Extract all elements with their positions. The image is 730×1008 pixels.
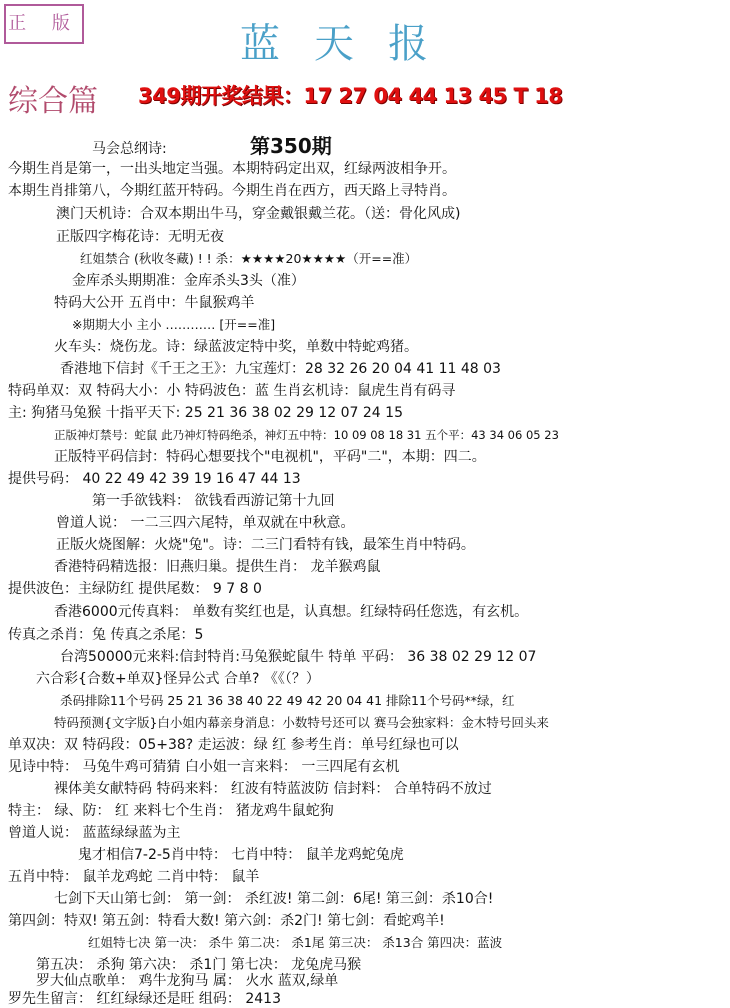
text-line: 红姐特七决 第一决： 杀牛 第二决： 杀1尾 第三决： 杀13合 第四决：蓝波 xyxy=(88,935,503,950)
text-line: ※期期大小 主小 ………… [开==准] xyxy=(72,317,276,332)
text-line: 曾道人说： 一二三四六尾特，单双就在中秋意。 xyxy=(56,515,355,531)
text-line: 罗大仙点歌单： 鸡牛龙狗马 属： 火水 蓝双,绿单 xyxy=(36,973,339,989)
text-line: 第一手欲钱料： 欲钱看西游记第十九回 xyxy=(92,493,335,509)
text-line: 正版火烧图解：火烧"兔"。诗：二三门看特有钱，最笨生肖中特码。 xyxy=(56,537,475,553)
text-line: 鬼才相信7-2-5肖中特： 七肖中特： 鼠羊龙鸡蛇兔虎 xyxy=(78,847,404,863)
draw-result-banner: 349期开奖结果：17 27 04 44 13 45 T 18 xyxy=(138,84,563,108)
text-line: 今期生肖是第一，一出头地定当强。本期特码定出双，红绿两波相争开。 xyxy=(8,161,456,177)
text-line: 第四剑：特双! 第五剑：特看大数! 第六剑：杀2门! 第七剑：看蛇鸡羊! xyxy=(8,913,445,929)
text-line: 特码大公开 五肖中：牛鼠猴鸡羊 xyxy=(54,295,255,311)
text-line: 第五决： 杀狗 第六决： 杀1门 第七决： 龙兔虎马猴 xyxy=(36,957,362,973)
text-line: 红姐禁合 (秋收冬藏) ! ! 杀：★★★★20★★★★（开==准） xyxy=(80,251,418,266)
text-line: 罗先生留言： 红红绿绿还是旺 组码： 2413 xyxy=(8,991,281,1007)
text-line: 马会总纲诗: xyxy=(92,141,167,157)
text-line: 香港特码精选报：旧燕归巢。提供生肖： 龙羊猴鸡鼠 xyxy=(54,559,381,575)
text-line: 主: 狗猪马兔猴 十指平天下: 25 21 36 38 02 29 12 07 24 15 xyxy=(8,405,403,421)
text-line: 火车头：烧伤龙。诗：绿蓝波定特中奖，单数中特蛇鸡猪。 xyxy=(54,339,418,355)
text-line: 提供波色：主绿防红 提供尾数： 9 7 8 0 xyxy=(8,581,262,597)
text-line: 杀码排除11个号码 25 21 36 38 40 22 49 42 20 04 41 排除11个号码**绿，红 xyxy=(60,693,515,708)
newspaper-title: 蓝天报 xyxy=(240,21,462,67)
text-line: 正版四字梅花诗：无明无夜 xyxy=(56,229,224,245)
text-line: 特码预测{文字版}白小姐内幕亲身消息：小数特号还可以 赛马会独家料：金木特号回头来 xyxy=(54,715,549,730)
text-line: 六合彩{合数+单双}怪异公式 合单? 《《（？） xyxy=(36,671,320,687)
genuine-stamp: 正 版 xyxy=(4,4,84,44)
text-line: 正版特平码信封：特码心想要找个"电视机"，平码"二"，本期：四二。 xyxy=(54,449,486,465)
issue-number: 第350期 xyxy=(250,134,332,158)
text-line: 本期生肖排第八，今期红蓝开特码。今期生肖在西方，西天路上寻特肖。 xyxy=(8,183,456,199)
text-line: 提供号码： 40 22 49 42 39 19 16 47 44 13 xyxy=(8,471,301,487)
text-line: 五肖中特： 鼠羊龙鸡蛇 二肖中特： 鼠羊 xyxy=(8,869,260,885)
text-line: 单双决：双 特码段：05+38? 走运波：绿 红 参考生肖：单号红绿也可以 xyxy=(8,737,459,753)
text-line: 特主： 绿、防： 红 来料七个生肖： 猪龙鸡牛鼠蛇狗 xyxy=(8,803,334,819)
text-line: 香港6000元传真料： 单数有奖红也是，认真想。红绿特码任您选，有玄机。 xyxy=(54,604,529,620)
text-line: 金库杀头期期准：金库杀头3头（准） xyxy=(72,273,305,289)
text-line: 正版神灯禁号：蛇鼠 此乃神灯特码绝杀，神灯五中特：10 09 08 18 31 五个平：43 34 06 05 23 xyxy=(54,428,559,442)
text-line: 七剑下天山第七剑： 第一剑： 杀红波! 第二剑：6尾! 第三剑：杀10合! xyxy=(54,891,494,907)
text-line: 台湾50000元来料:信封特肖:马兔猴蛇鼠牛 特单 平码： 36 38 02 29 12 07 xyxy=(60,649,537,665)
text-line: 澳门天机诗：合双本期出牛马，穿金戴银戴兰花。（送：骨化风成) xyxy=(56,206,461,222)
section-label: 综合篇 xyxy=(8,84,98,119)
text-line: 见诗中特： 马兔牛鸡可猜猜 白小姐一言来料： 一三四尾有玄机 xyxy=(8,759,400,775)
text-line: 裸体美女献特码 特码来料： 红波有特蓝波防 信封料： 合单特码不放过 xyxy=(54,781,492,797)
text-line: 香港地下信封《千王之王》：九宝莲灯：28 32 26 20 04 41 11 48 03 xyxy=(60,361,501,377)
text-line: 曾道人说： 蓝蓝绿绿蓝为主 xyxy=(8,825,181,841)
text-line: 特码单双：双 特码大小：小 特码波色：蓝 生肖玄机诗：鼠虎生肖有码寻 xyxy=(8,383,456,399)
text-line: 传真之杀肖：兔 传真之杀尾：5 xyxy=(8,627,204,643)
